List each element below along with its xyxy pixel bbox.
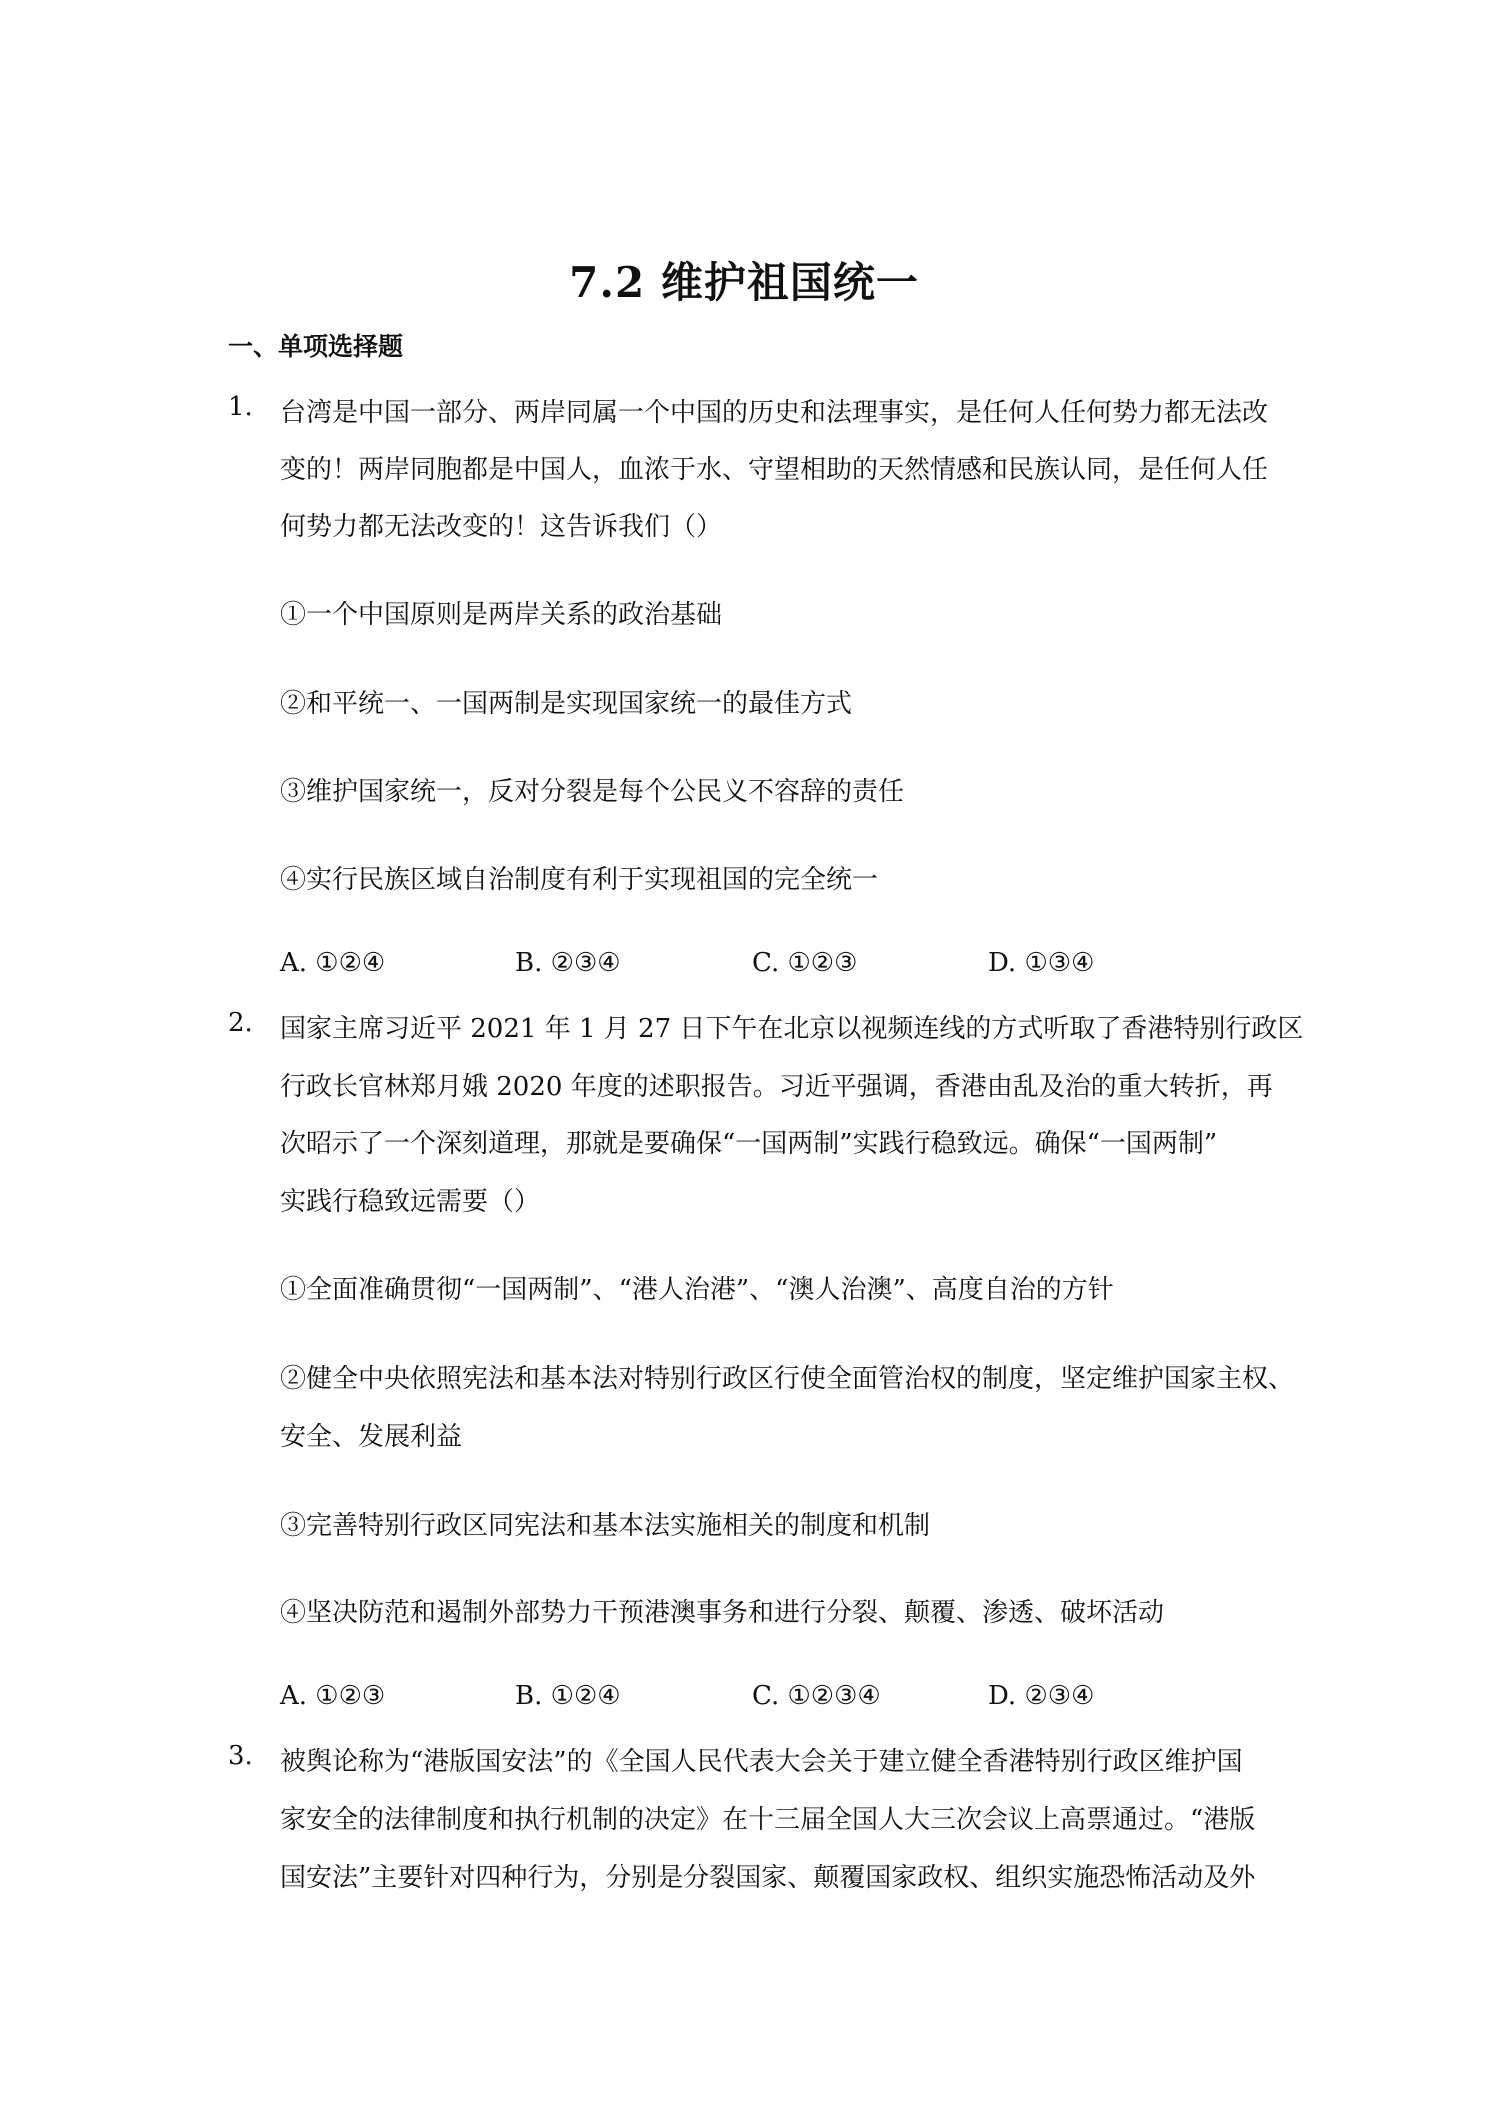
question-stem-line: 台湾是中国一部分、两岸同属一个中国的历史和法理事实，是任何人任何势力都无法改: [280, 398, 1269, 428]
answer-option-c[interactable]: C. ①②③④: [752, 1681, 881, 1711]
question-stem-line: 家安全的法律制度和执行机制的决定》在十三届全国人大三次会议上高票通过。“港版: [280, 1805, 1256, 1835]
question-stem-line: 变的！两岸同胞都是中国人，血浓于水、守望相助的天然情感和民族认同，是任何人任: [280, 455, 1269, 485]
section-heading: 一、单项选择题: [228, 332, 404, 361]
answer-option-c[interactable]: C. ①②③: [752, 948, 858, 978]
answer-option-a[interactable]: A. ①②③: [280, 1681, 386, 1711]
question-stem-line: 实践行稳致远需要（）: [280, 1187, 541, 1217]
page-title: 7.2 维护祖国统一: [569, 258, 919, 307]
statement-line: ①全面准确贯彻“一国两制”、“港人治港”、“澳人治澳”、高度自治的方针: [280, 1275, 1114, 1305]
question-stem-line: 被舆论称为“港版国安法”的《全国人民代表大会关于建立健全香港特别行政区维护国: [280, 1747, 1243, 1777]
question-number: 1.: [228, 392, 253, 422]
statement-line: ③完善特别行政区同宪法和基本法实施相关的制度和机制: [280, 1511, 931, 1541]
question-stem-line: 国家主席习近平 2021 年 1 月 27 日下午在北京以视频连线的方式听取了香港特别行政区: [280, 1014, 1304, 1044]
answer-option-b[interactable]: B. ①②④: [515, 1681, 621, 1711]
answer-option-b[interactable]: B. ②③④: [515, 948, 621, 978]
answer-option-d[interactable]: D. ②③④: [988, 1681, 1095, 1711]
answer-option-d[interactable]: D. ①③④: [988, 948, 1095, 978]
statement-line: ①一个中国原则是两岸关系的政治基础: [280, 600, 723, 630]
statement-line: ③维护国家统一，反对分裂是每个公民义不容辞的责任: [280, 777, 905, 807]
statement-line: ②和平统一、一国两制是实现国家统一的最佳方式: [280, 689, 853, 719]
statement-line: ④坚决防范和遏制外部势力干预港澳事务和进行分裂、颠覆、渗透、破坏活动: [280, 1598, 1165, 1628]
answer-option-a[interactable]: A. ①②④: [280, 948, 386, 978]
question-number: 2.: [228, 1008, 253, 1038]
question-stem-line: 次昭示了一个深刻道理，那就是要确保“一国两制”实践行稳致远。确保“一国两制”: [280, 1129, 1218, 1159]
statement-line: ④实行民族区域自治制度有利于实现祖国的完全统一: [280, 865, 879, 895]
question-stem-line: 何势力都无法改变的！这告诉我们（）: [280, 512, 723, 542]
question-stem-line: 国安法”主要针对四种行为，分别是分裂国家、颠覆国家政权、组织实施恐怖活动及外: [280, 1863, 1256, 1893]
statement-line: 安全、发展利益: [280, 1422, 463, 1452]
statement-line: ②健全中央依照宪法和基本法对特别行政区行使全面管治权的制度，坚定维护国家主权、: [280, 1364, 1295, 1394]
question-number: 3.: [228, 1741, 253, 1771]
question-stem-line: 行政长官林郑月娥 2020 年度的述职报告。习近平强调，香港由乱及治的重大转折，再: [280, 1072, 1273, 1102]
